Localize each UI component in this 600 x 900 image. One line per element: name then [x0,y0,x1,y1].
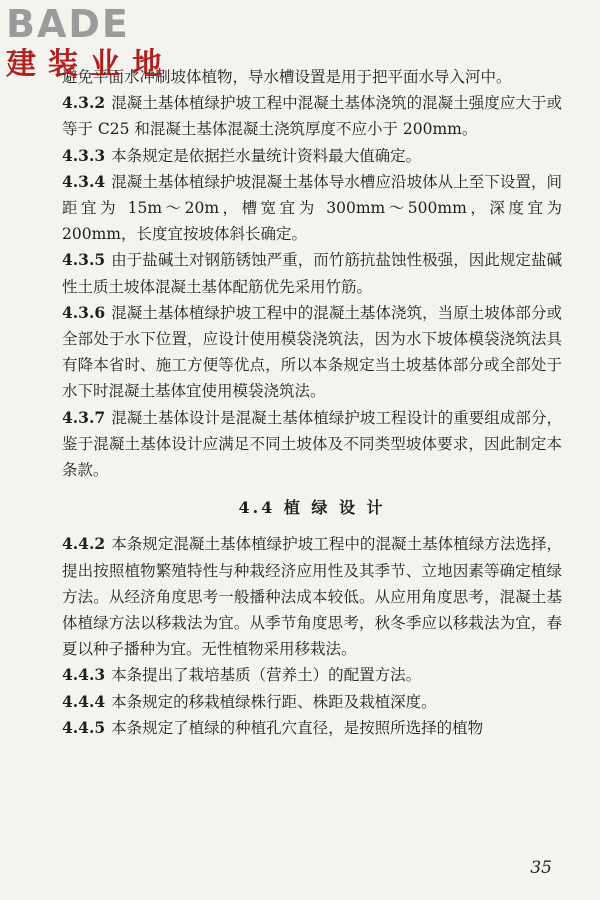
clause-number: 4.3.4 [62,171,106,191]
clause-text: 混凝土基体设计是混凝土基体植绿护坡工程设计的重要组成部分，鉴于混凝土基体设计应满足不同土坡体及不同类型坡体要求，因此制定本条款。 [62,408,562,480]
clause-text: 避免平面水冲刷坡体植物，导水槽设置是用于把平面水导入河中。 [62,68,512,86]
section-4-4-clauses [62,531,562,741]
watermark-logo: BADE [6,2,130,46]
clause-number: 4.3.3 [62,145,106,165]
clause-text: 混凝土基体植绿护坡工程中的混凝土基体浇筑，当原土坡体部分或全部处于水下位置，应设计使用模袋浇筑法，因为水下坡体模袋浇筑法具有降本省时、施工方便等优点，所以本条规定当土坡基体部分或全部处于水下时混凝土基体宜使用模袋浇筑法。 [62,303,562,401]
watermark-subtitle: 建装业地 [6,47,174,82]
clause-paragraph [62,715,562,741]
clause-paragraph [62,247,562,299]
clause-text: 混凝土基体植绿护坡混凝土基体导水槽应沿坡体从上至下设置，间距宜为 15m～20m，槽宽宜为 300mm～500mm，深度宜为 200mm，长度宜按坡体斜长确定。 [62,172,562,244]
clause-text: 本条规定是依据拦水量统计资料最大值确定。 [111,146,422,165]
clause-paragraph [62,143,562,169]
clause-paragraph [62,662,562,688]
clause-paragraph [62,405,562,484]
watermark [6,4,174,82]
clause-number: 4.4.2 [62,534,106,554]
clause-number: 4.4.3 [62,665,106,685]
document-body [62,64,562,741]
clause-text: 本条规定混凝土基体植绿护坡工程中的混凝土基体植绿方法选择，提出按照植物繁殖特性与种栽经济应用性及其季节、立地因素等确定植绿方法。从经济角度思考一般播种法成本较低。从应用角度思考，混凝土基体植绿方法以移栽法为宜。从季节角度思考，秋冬季应以移栽法为宜，春夏以种子播种为宜。无性植物采用移栽法。 [62,535,562,659]
clause-paragraph [62,300,562,405]
clause-number: 4.4.4 [62,691,106,711]
clause-text: 本条规定的移栽植绿株行距、株距及栽植深度。 [111,692,437,711]
clause-text: 由于盐碱土对钢筋锈蚀严重，而竹筋抗盐蚀性极强，因此规定盐碱性土质土坡体混凝土基体配筋优先采用竹筋。 [62,251,562,296]
page-number: 35 [530,858,552,878]
section-4-3-clauses [62,64,562,483]
clause-number: 4.4.5 [62,717,106,737]
clause-text: 本条规定了植绿的种植孔穴直径，是按照所选择的植物 [111,718,484,737]
clause-text: 混凝土基体植绿护坡工程中混凝土基体浇筑的混凝土强度应大于或等于 C25 和混凝土基体混凝土浇筑厚度不应小于 200mm。 [62,94,562,139]
clause-number: 4.3.7 [62,407,106,427]
clause-number: 4.3.2 [62,93,106,113]
clause-paragraph [62,689,562,715]
clause-paragraph [62,531,562,662]
clause-number: 4.3.6 [62,302,106,322]
clause-paragraph [62,169,562,248]
section-heading: 4.4 植 绿 设 计 [238,498,386,518]
clause-text: 本条提出了栽培基质（营养土）的配置方法。 [111,666,422,685]
clause-number: 4.3.5 [62,250,106,270]
clause-paragraph [62,90,562,142]
